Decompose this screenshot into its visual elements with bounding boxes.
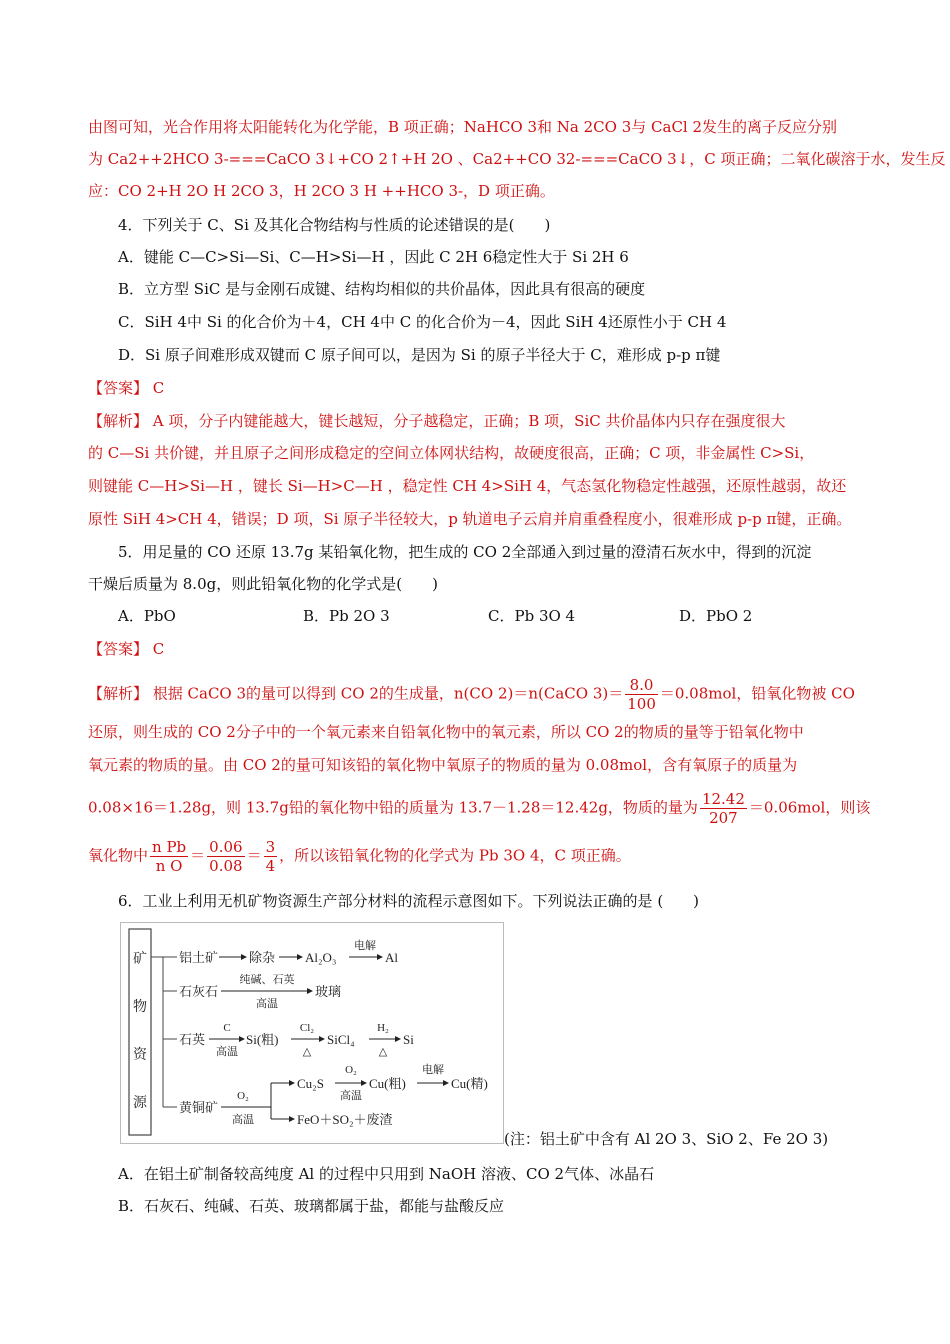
row3-condition: △ [378, 1046, 388, 1058]
question-4-option-a: A．键能 C—C>Si—Si、C—H>Si—H ，因此 C 2H 6稳定性大于 Si 2H 6 [118, 248, 629, 266]
row4-product: Cu(粗) [369, 1076, 406, 1091]
fraction-denominator: 207 [709, 809, 738, 827]
row1-step2: Al₂O₃ [305, 950, 337, 965]
question-5-stem: 5．用足量的 CO 还原 13.7g 某铅氧化物，把生成的 CO 2全部通入到过量的澄清石灰水中，得到的沉淀 [118, 543, 812, 561]
row3-condition: △ [302, 1046, 312, 1058]
question-5-explanation: 氧元素的物质的量。由 CO 2的量可知该铅的氧化物中氧原子的物质的量为 0.08mol，含有氧原子的质量为 [88, 756, 798, 774]
row1-end: Al [385, 950, 398, 965]
row2-end: 玻璃 [315, 984, 342, 999]
question-5-explanation [88, 676, 855, 713]
question-4-explanation: 原性 SiH 4>CH 4，错误；D 项，Si 原子半径较大，p 轨道电子云肩并肩重叠程度小，很难形成 p-p π键，正确。 [88, 510, 852, 528]
side-label-char: 矿 [133, 952, 147, 967]
fraction [700, 790, 747, 827]
side-label-char: 物 [133, 1000, 147, 1015]
side-label-char: 资 [133, 1048, 147, 1063]
row4-condition: 电解 [422, 1064, 444, 1076]
question-6-stem: 6．工业上利用无机矿物资源生产部分材料的流程示意图如下。下列说法正确的是 ( ) [118, 892, 700, 910]
arrow-head [289, 1116, 295, 1122]
row2-start: 石灰石 [179, 984, 219, 999]
arrow-head [395, 1036, 401, 1042]
row1-start: 铝土矿 [179, 950, 219, 965]
row3-condition: 高温 [216, 1046, 238, 1058]
row3-condition: C [223, 1022, 231, 1034]
equals-sign: ＝ [190, 846, 206, 865]
question-4-explanation: 【解析】 A 项，分子内键能越大，键长越短，分子越稳定，正确；B 项，SiC 共价晶体内只存在强度很大 [88, 412, 786, 430]
question-4-explanation: 的 C—Si 共价键，并且原子之间形成稳定的空间立体网状结构，故硬度很高，正确；C 项，非金属性 C>Si， [88, 444, 815, 462]
fraction-denominator: 4 [265, 857, 276, 875]
row2-condition: 纯碱、石英 [239, 974, 295, 986]
row4-product: Cu(精) [451, 1076, 488, 1091]
question-4-option-d: D．Si 原子间难形成双键而 C 原子间可以，是因为 Si 的原子半径大于 C，难形成 p-p π键 [118, 346, 721, 364]
row3-mid: SiCl₄ [327, 1032, 355, 1047]
fraction-numerator: 12.42 [701, 790, 745, 808]
explanation-text: ＝0.06mol，则该 [748, 798, 871, 817]
question-4-explanation: 则键能 C—H>Si—H ，键长 Si—H>C—H ，稳定性 CH 4>SiH 4，气态氢化物稳定性越强，还原性越弱，故还 [88, 477, 847, 495]
fraction-numerator: 8.0 [625, 676, 658, 695]
fraction [264, 838, 278, 875]
fraction-numerator: 3 [265, 838, 276, 856]
arrow-head [289, 1080, 295, 1086]
row4-condition: 高温 [232, 1114, 254, 1126]
question-5-option-b: B．Pb 2O 3 [303, 607, 390, 625]
arrow-head [443, 1080, 449, 1086]
row1-step1: 除杂 [249, 950, 276, 965]
row1-condition: 电解 [354, 940, 376, 952]
row4-condition: O₂ [345, 1064, 357, 1076]
fraction-numerator: 0.06 [209, 838, 243, 856]
question-6-option-a: A．在铝土矿制备较高纯度 Al 的过程中只用到 NaOH 溶液、CO 2气体、冰晶石 [118, 1165, 655, 1183]
question-4-answer: 【答案】 C [88, 379, 165, 397]
arrow-head [319, 1036, 325, 1042]
arrow-head [241, 954, 247, 960]
row4-condition: O₂ [237, 1090, 249, 1102]
explanation-text: ，所以该铅氧化物的化学式为 Pb 3O 4，C 项正确。 [279, 846, 631, 865]
fraction [207, 838, 244, 875]
fraction-denominator: 0.08 [209, 857, 243, 875]
explanation-line: 为 Ca2++2HCO 3-===CaCO 3↓+CO 2↑+H 2O 、Ca2++CO 32-===CaCO 3↓，C 项正确；二氧化碳溶于水，发生反 [88, 150, 946, 168]
explanation-line: 应：CO 2+H 2O H 2CO 3，H 2CO 3 H ++HCO 3-，D 项正确。 [88, 182, 555, 200]
fraction-denominator: 100 [627, 695, 656, 713]
row4-product: Cu₂S [297, 1076, 324, 1091]
fraction-denominator: n O [155, 857, 183, 875]
explanation-line: 由图可知，光合作用将太阳能转化为化学能，B 项正确；NaHCO 3和 Na 2CO 3与 CaCl 2发生的离子反应分别 [88, 118, 838, 136]
fraction-numerator: n Pb [152, 838, 187, 856]
question-6-option-b: B．石灰石、纯碱、石英、玻璃都属于盐，都能与盐酸反应 [118, 1197, 505, 1215]
question-5-option-c: C．Pb 3O 4 [488, 607, 576, 625]
question-4-stem: 4．下列关于 C、Si 及其化合物结构与性质的论述错误的是( ) [118, 216, 551, 234]
question-5-option-d: D．PbO 2 [679, 607, 753, 625]
row3-end: Si [403, 1032, 414, 1047]
explanation-text: 【解析】 根据 CaCO 3的量可以得到 CO 2的生成量，n(CO 2)＝n(CaCO 3)＝ [88, 684, 624, 703]
row3-start: 石英 [179, 1032, 206, 1047]
equals-sign: ＝ [246, 846, 262, 865]
fraction [150, 838, 188, 875]
explanation-text: ＝0.08mol，铅氧化物被 CO [659, 684, 855, 703]
row2-condition: 高温 [256, 998, 278, 1010]
row3-condition: H₂ [377, 1022, 389, 1034]
row3-mid: Si(粗) [246, 1032, 279, 1047]
row4-start: 黄铜矿 [179, 1100, 219, 1115]
question-4-option-b: B．立方型 SiC 是与金刚石成键、结构均相似的共价晶体，因此具有很高的硬度 [118, 280, 646, 298]
question-5-explanation [88, 790, 870, 827]
fraction [625, 676, 658, 713]
arrow-head [297, 954, 303, 960]
arrow-head [377, 954, 383, 960]
row4-condition: 高温 [340, 1090, 362, 1102]
question-5-explanation: 还原，则生成的 CO 2分子中的一个氧元素来自铅氧化物中的氧元素，所以 CO 2的物质的量等于铅氧化物中 [88, 723, 804, 741]
arrow-head [361, 1080, 367, 1086]
question-5-option-a: A．PbO [118, 607, 176, 625]
side-label-char: 源 [133, 1096, 147, 1111]
arrow-head [239, 1036, 245, 1042]
flow-diagram [120, 922, 504, 1144]
question-6-note: (注：铝土矿中含有 Al 2O 3、SiO 2、Fe 2O 3) [504, 1130, 829, 1148]
question-5-answer: 【答案】 C [88, 640, 165, 658]
explanation-text: 0.08×16＝1.28g，则 13.7g铅的氧化物中铅的质量为 13.7－1.28＝12.42g，物质的量为 [88, 798, 698, 817]
row4-byproduct: FeO＋SO₂＋废渣 [297, 1112, 393, 1127]
question-5-stem: 干燥后质量为 8.0g，则此铅氧化物的化学式是( ) [88, 575, 438, 593]
explanation-text: 氧化物中 [88, 846, 149, 865]
arrow-head [307, 988, 313, 994]
question-5-explanation [88, 838, 631, 875]
question-4-option-c: C．SiH 4中 Si 的化合价为＋4，CH 4中 C 的化合价为－4，因此 SiH 4还原性小于 CH 4 [118, 313, 727, 331]
row3-condition: Cl₂ [299, 1022, 315, 1034]
